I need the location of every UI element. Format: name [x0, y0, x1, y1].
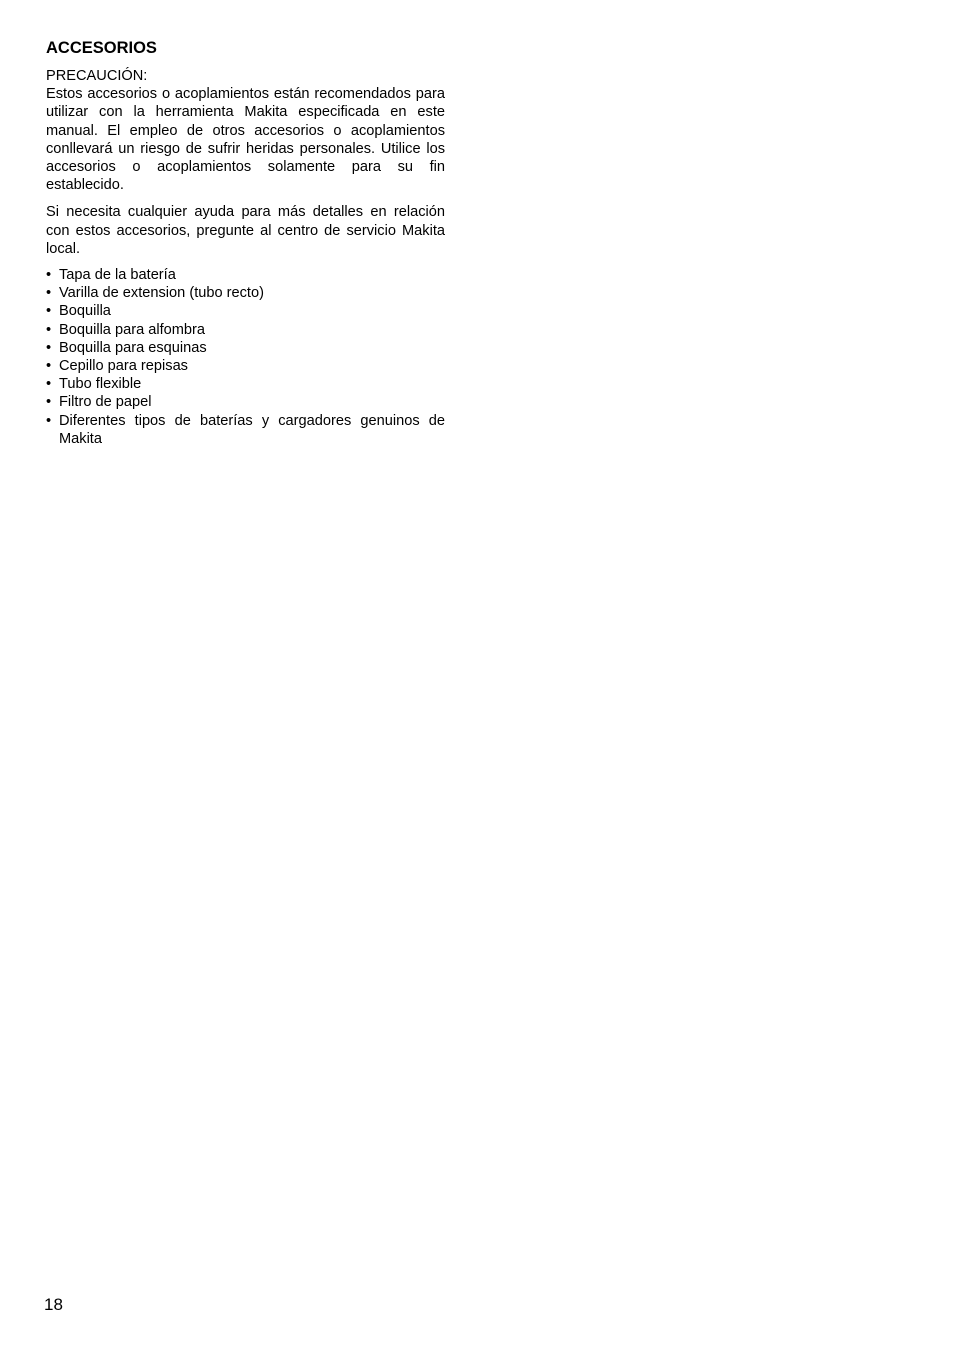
accessories-section [46, 38, 445, 448]
caution-paragraph [46, 67, 445, 194]
list-item-label: Tapa de la batería [59, 267, 176, 284]
list-item-label: Tubo flexible [59, 376, 142, 393]
list-item-label: Cepillo para repisas [59, 358, 188, 375]
list-item [46, 375, 445, 393]
bullet-icon: • [46, 358, 52, 375]
list-item [46, 393, 445, 411]
help-paragraph: Si necesita cualquier ayuda para más detalles en relación con estos accesorios, pregunte al centro de servicio Makita local. [46, 204, 445, 257]
list-item [46, 284, 445, 302]
bullet-icon: • [46, 303, 52, 320]
list-item-label: Boquilla [59, 303, 111, 320]
bullet-icon: • [46, 285, 52, 302]
bullet-icon: • [46, 339, 52, 356]
accessories-list [46, 266, 445, 448]
list-item [46, 339, 445, 357]
caution-text: Estos accesorios o acoplamientos están recomendados para utilizar con la herramienta Makita especificada en este manual. El empleo de otros accesorios o acoplamientos conllevará un riesgo de sufrir heridas personales. Utilice los accesorios o acoplamientos solamente para su fin establecido. [46, 86, 445, 194]
list-item-label: Varilla de extension (tubo recto) [59, 285, 264, 302]
bullet-icon: • [46, 267, 52, 284]
list-item [46, 412, 445, 448]
page-number: 18 [44, 1295, 63, 1314]
bullet-icon: • [46, 321, 52, 338]
list-item [46, 302, 445, 320]
section-title: ACCESORIOS [46, 39, 157, 57]
bullet-icon: • [46, 394, 52, 411]
list-item-label: Diferentes tipos de baterías y cargadores genuinos de Makita [59, 412, 445, 447]
bullet-icon: • [46, 376, 52, 393]
list-item [46, 357, 445, 375]
bullet-icon: • [46, 412, 52, 429]
list-item [46, 321, 445, 339]
list-item-label: Boquilla para alfombra [59, 321, 206, 338]
list-item [46, 266, 445, 284]
list-item-label: Boquilla para esquinas [59, 339, 207, 356]
list-item-label: Filtro de papel [59, 394, 152, 411]
caution-label: PRECAUCIÓN: [46, 68, 148, 84]
